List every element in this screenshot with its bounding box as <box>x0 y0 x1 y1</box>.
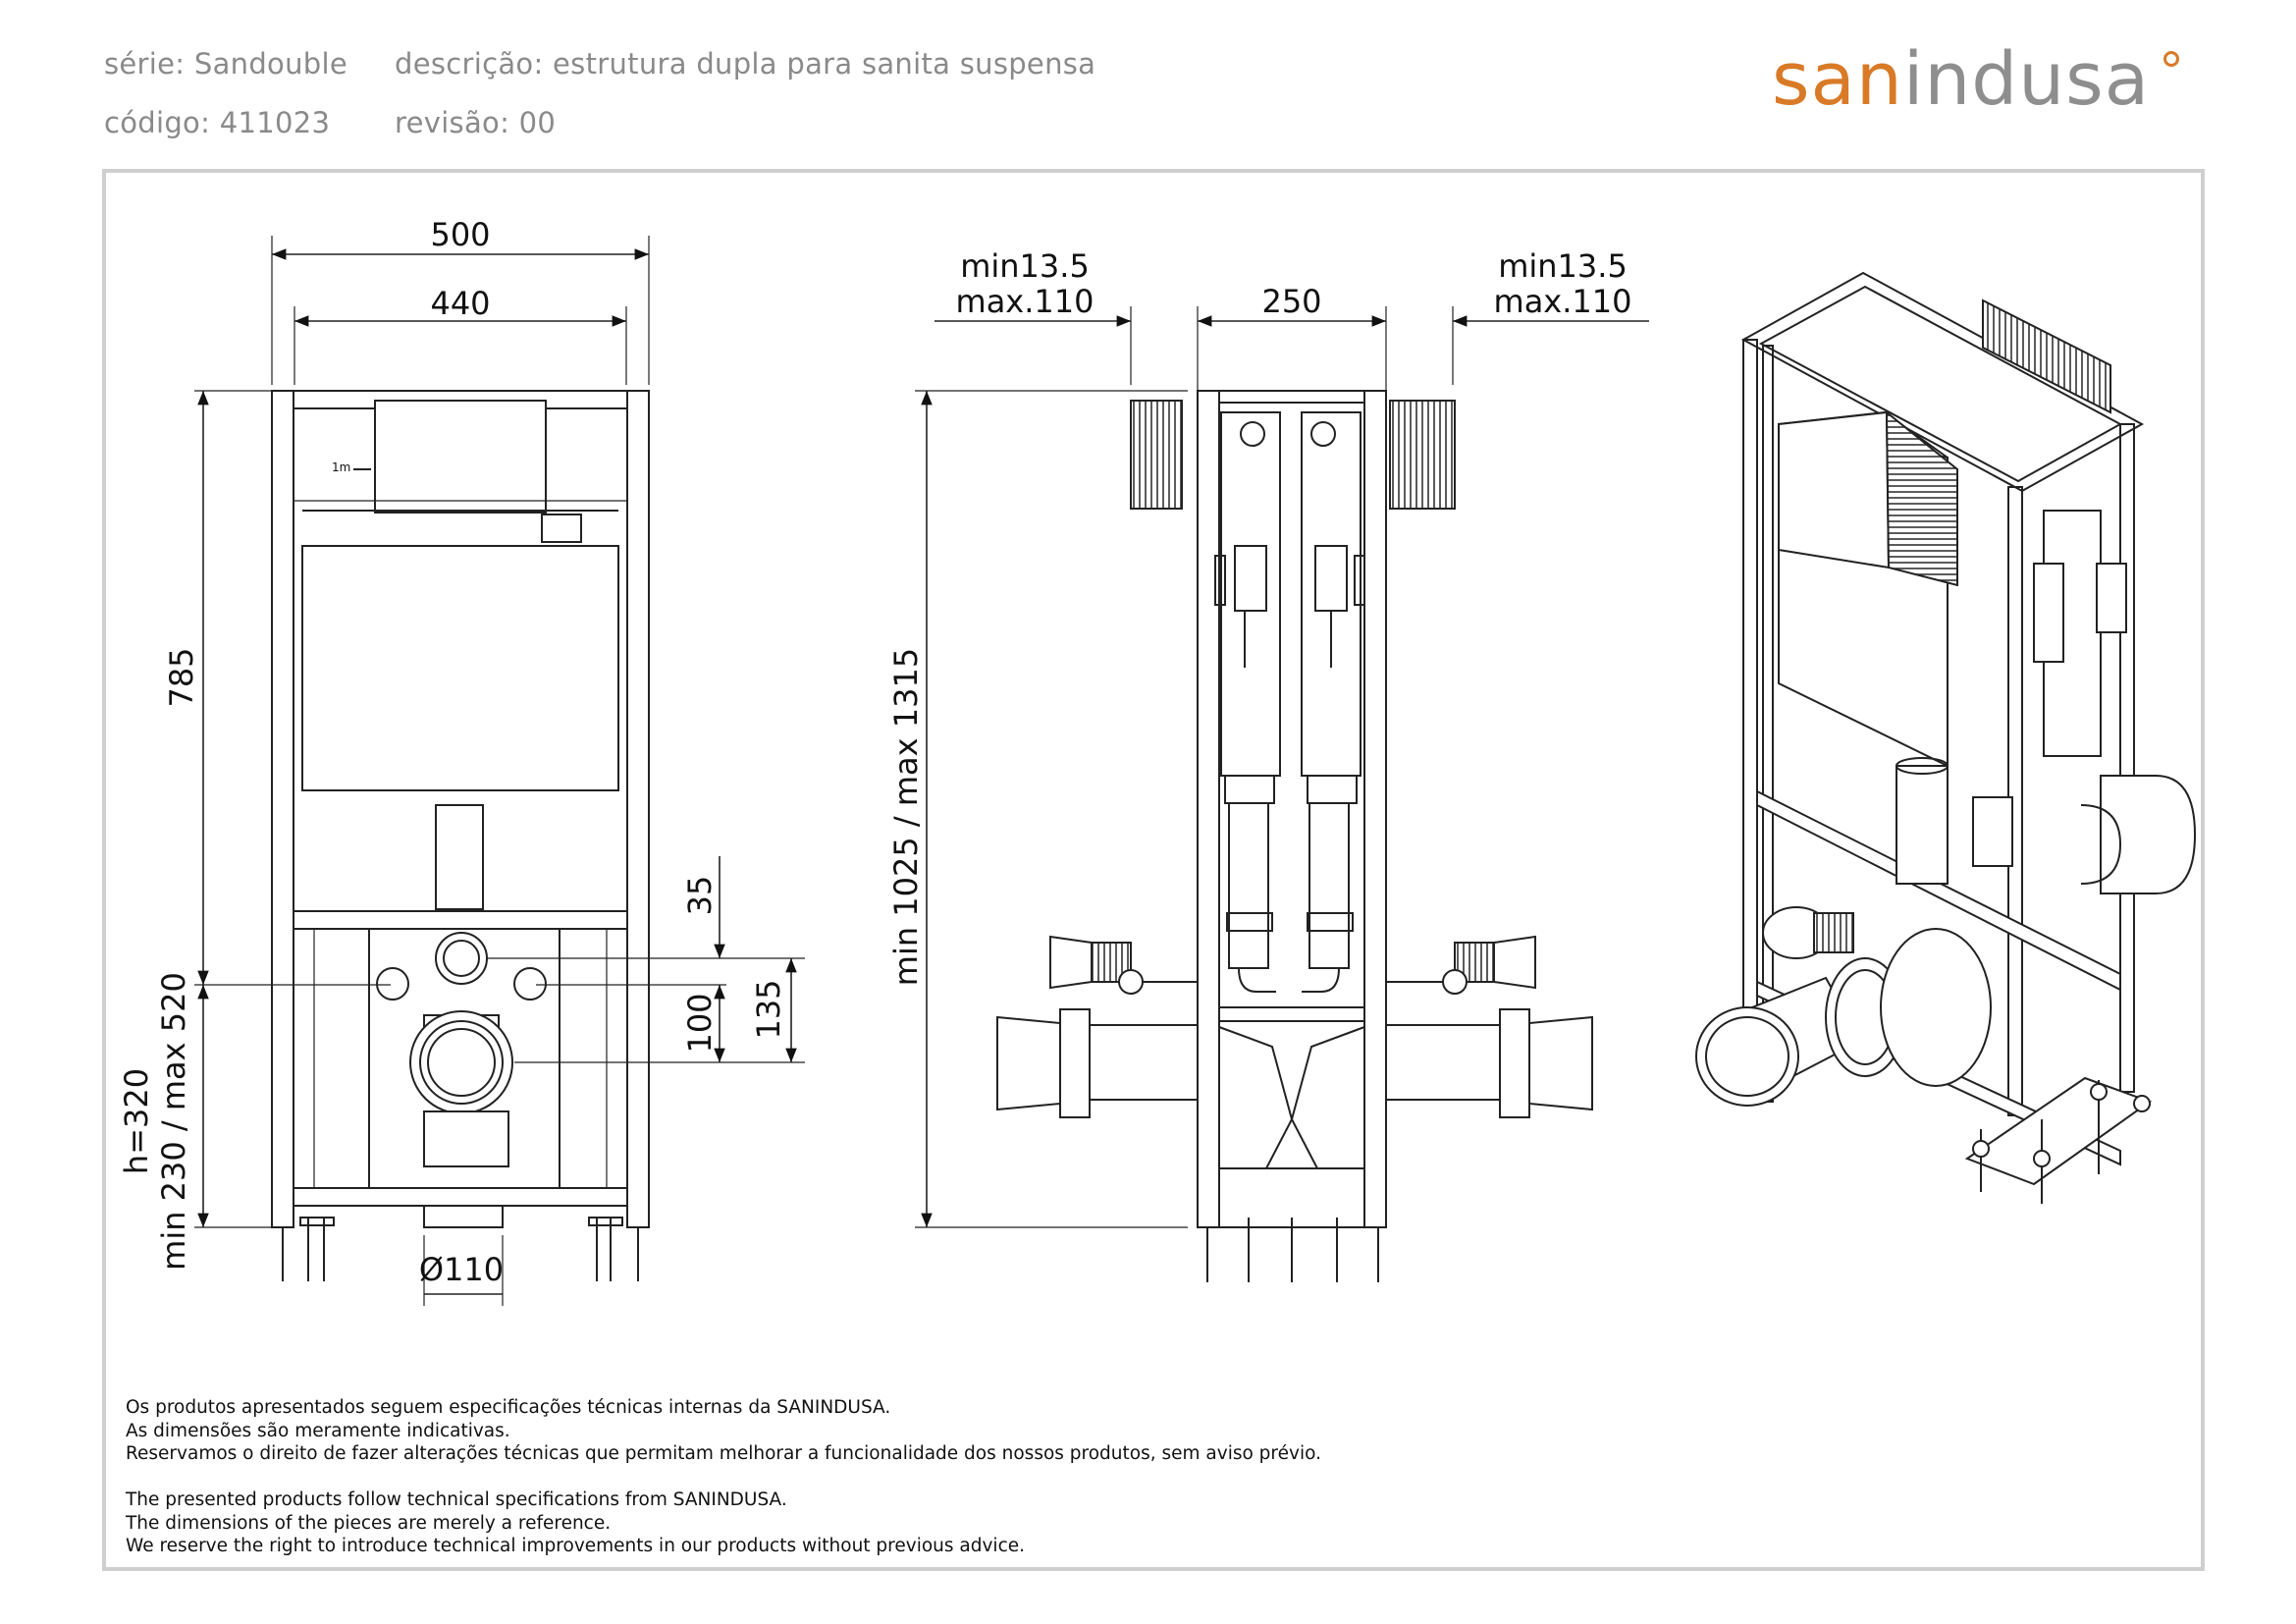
series-label: série: Sandouble <box>104 47 347 81</box>
logo-part-san: san <box>1772 37 1903 122</box>
note-pt-line-3: Reservamos o direito de fazer alterações técnicas que permitam melhorar a funcionalidade dos nossos produtos, sem aviso prévio. <box>126 1443 1321 1464</box>
dim-250: 250 <box>1261 283 1322 320</box>
notes-portuguese <box>126 1396 1321 1466</box>
dim-135: 135 <box>750 979 787 1040</box>
description-label: descrição: estrutura dupla para sanita suspensa <box>395 47 1096 81</box>
dim-500: 500 <box>430 216 491 253</box>
dim-440: 440 <box>430 285 491 322</box>
plate-label: 1m <box>332 460 351 474</box>
dim-right-max: max.110 <box>1493 283 1632 320</box>
dim-h320: h=320 <box>118 1067 155 1175</box>
dim-right-min: min13.5 <box>1498 247 1628 285</box>
front-view <box>194 236 805 1306</box>
side-view <box>915 306 1649 1282</box>
note-en-line-1: The presented products follow technical specifications from SANINDUSA. <box>126 1489 787 1510</box>
dim-left-max: max.110 <box>955 283 1095 320</box>
dim-100: 100 <box>681 993 719 1054</box>
code-label: código: 411023 <box>104 106 331 139</box>
dim-35: 35 <box>681 875 719 916</box>
dim-pipe-diameter: Ø110 <box>418 1251 505 1288</box>
dim-785: 785 <box>163 647 200 708</box>
dim-left-min: min13.5 <box>960 247 1090 285</box>
dim-total-height: min 1025 / max 1315 <box>887 647 925 987</box>
dim-h-range: min 230 / max 520 <box>155 972 192 1271</box>
isometric-view <box>1696 273 2195 1204</box>
notes-english <box>126 1489 1025 1558</box>
note-en-line-2: The dimensions of the pieces are merely a reference. <box>126 1512 612 1534</box>
note-pt-line-2: As dimensões são meramente indicativas. <box>126 1420 510 1441</box>
revision-label: revisão: 00 <box>395 106 557 139</box>
logo-part-indusa: indusa <box>1902 37 2151 122</box>
note-en-line-3: We reserve the right to introduce technical improvements in our products without previous advice. <box>126 1536 1026 1556</box>
note-pt-line-1: Os produtos apresentados seguem especificações técnicas internas da SANINDUSA. <box>126 1397 891 1418</box>
